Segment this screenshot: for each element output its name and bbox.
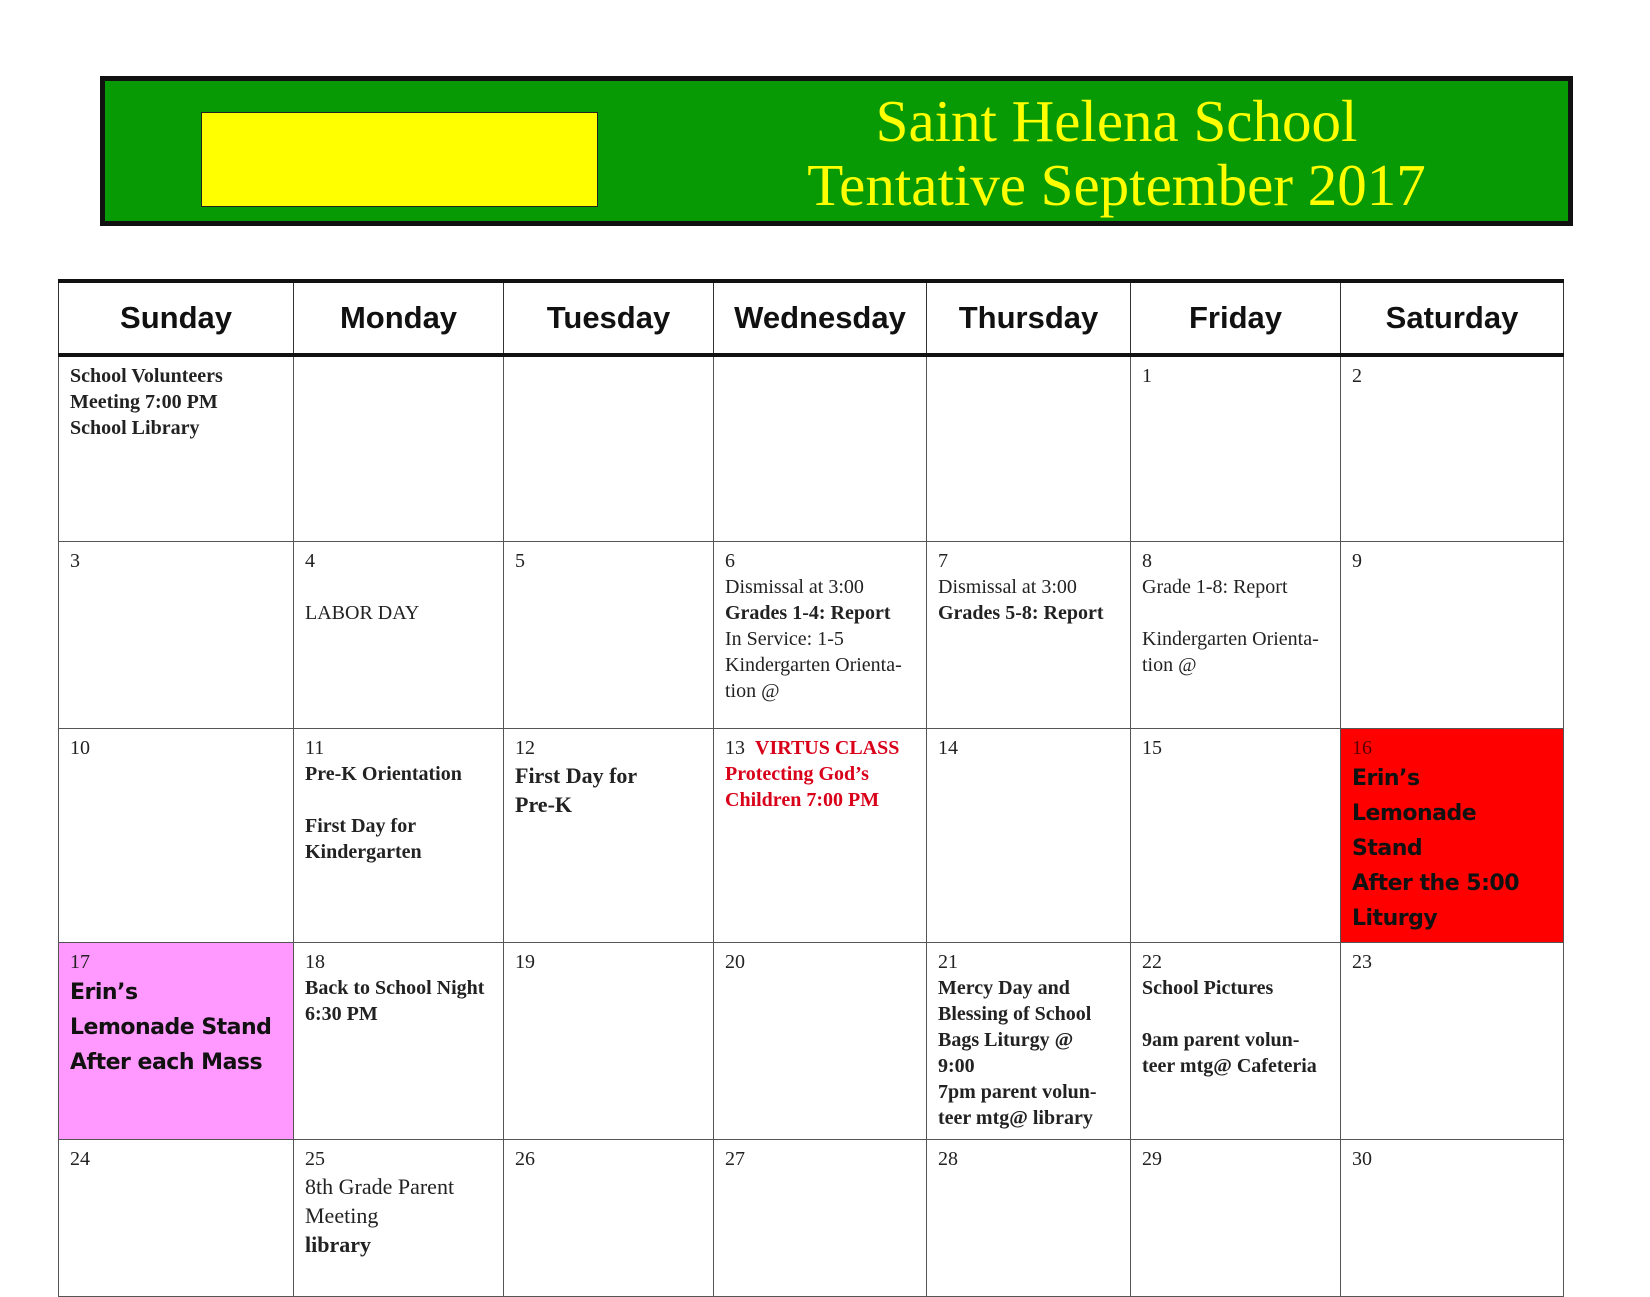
day-cell-4 [294,541,504,728]
day-number: 19 [515,950,535,973]
day-cell-10 [59,728,294,942]
page-title [705,89,1528,217]
event-line: Erin’s [70,979,138,1005]
day-cell-13 [714,728,927,942]
event-line: Liturgy [1352,905,1438,931]
day-number: 18 [305,950,325,973]
day-cell-30 [1341,1139,1564,1296]
day-number: 27 [725,1147,745,1170]
weekday-header-row [59,281,1564,355]
day-cell-3 [59,541,294,728]
weekday-tuesday: Tuesday [504,281,714,355]
day-cell-14 [927,728,1131,942]
day-cell-empty [714,355,927,541]
day-cell-empty [294,355,504,541]
event-line: 6:30 PM [305,1002,378,1025]
day-cell-17 [59,942,294,1139]
event-line: 9am parent volun- [1142,1028,1300,1051]
day-number: 12 [515,736,535,759]
day-number: 29 [1142,1147,1162,1170]
day-number: 3 [70,549,80,572]
event-line: tion @ [1142,653,1197,676]
event-line: Children 7:00 PM [725,788,880,811]
day-number: 14 [938,736,958,759]
week-row-1 [59,355,1564,541]
event-line: teer mtg@ library [938,1106,1093,1129]
event-line: Mercy Day and [938,976,1070,999]
day-number: 10 [70,736,90,759]
day-cell-26 [504,1139,714,1296]
event-line: Grades 5-8: Report [938,601,1104,624]
day-cell-7 [927,541,1131,728]
header-banner [100,76,1573,226]
day-number: 5 [515,549,525,572]
event-line: 8th Grade Parent [305,1173,455,1199]
weekday-sunday: Sunday [59,281,294,355]
weekday-monday: Monday [294,281,504,355]
day-number: 17 [70,950,90,973]
day-cell-empty [504,355,714,541]
calendar [58,279,1563,1297]
event-line: Grades 1-4: Report [725,601,891,624]
day-number: 30 [1352,1147,1372,1170]
title-school-name: Saint Helena School [875,88,1358,154]
week-row-3 [59,728,1564,942]
event-line: Erin’s [1352,765,1420,791]
day-cell-6 [714,541,927,728]
day-cell-28 [927,1139,1131,1296]
event-line: Bags Liturgy @ [938,1028,1074,1051]
day-cell-24 [59,1139,294,1296]
event-line: LABOR DAY [305,601,420,624]
event-line: Kindergarten Orienta- [725,653,902,676]
week-row-4 [59,942,1564,1139]
day-number: 23 [1352,950,1372,973]
day-cell-20 [714,942,927,1139]
event-line: 9:00 [938,1054,975,1077]
event-line: Kindergarten [305,840,422,863]
day-cell-9 [1341,541,1564,728]
day-cell-18 [294,942,504,1139]
event-line: Meeting [305,1202,379,1228]
day-number: 11 [305,736,325,759]
event-line: First Day for [515,762,638,788]
day-number: 7 [938,549,948,572]
event-line: School Pictures [1142,976,1274,999]
day-number: 4 [305,549,315,572]
day-cell-16 [1341,728,1564,942]
event-line: Lemonade Stand [70,1014,272,1040]
event-line: Back to School Night [305,976,485,999]
day-number: 26 [515,1147,535,1170]
event-line: library [305,1231,371,1257]
day-number: 24 [70,1147,90,1170]
week-row-2 [59,541,1564,728]
event-line: In Service: 1-5 [725,627,844,650]
event-line: teer mtg@ Cafeteria [1142,1054,1317,1077]
yellow-placeholder-box [201,112,598,207]
day-cell-12 [504,728,714,942]
event-line: Grade 1-8: Report [1142,575,1288,598]
day-cell-15 [1131,728,1341,942]
day-cell-empty [927,355,1131,541]
day-cell-27 [714,1139,927,1296]
calendar-grid [58,279,1564,1297]
day-cell-empty-sunday [59,355,294,541]
day-number: 9 [1352,549,1362,572]
day-cell-2 [1341,355,1564,541]
day-cell-19 [504,942,714,1139]
event-line: School Volunteers [70,365,223,387]
event-line: Kindergarten Orienta- [1142,627,1319,650]
day-number: 28 [938,1147,958,1170]
event-line: 7pm parent volun- [938,1080,1097,1103]
day-number: 16 [1352,736,1372,759]
day-cell-29 [1131,1139,1341,1296]
weekday-saturday: Saturday [1341,281,1564,355]
event-line: Meeting 7:00 PM [70,391,218,413]
day-cell-11 [294,728,504,942]
day-number: 6 [725,549,735,572]
day-number: 22 [1142,950,1162,973]
day-number: 2 [1352,365,1362,387]
event-line: Dismissal at 3:00 [938,575,1077,598]
title-month: Tentative September 2017 [807,152,1426,218]
event-line: Pre-K [515,791,573,817]
day-cell-22 [1131,942,1341,1139]
day-cell-21 [927,942,1131,1139]
day-number: 8 [1142,549,1152,572]
day-number: 15 [1142,736,1162,759]
event-line: Pre-K Orientation [305,762,462,785]
event-line: Lemonade Stand [1352,800,1477,861]
day-number: 1 [1142,365,1152,387]
day-cell-1 [1131,355,1341,541]
event-line: VIRTUS CLASS [755,736,900,759]
weekday-wednesday: Wednesday [714,281,927,355]
event-line: First Day for [305,814,417,837]
event-line: Protecting God’s [725,762,869,785]
event-line: Dismissal at 3:00 [725,575,864,598]
weekday-thursday: Thursday [927,281,1131,355]
day-cell-23 [1341,942,1564,1139]
day-cell-8 [1131,541,1341,728]
day-cell-5 [504,541,714,728]
day-number: 21 [938,950,958,973]
week-row-5 [59,1139,1564,1296]
event-line: tion @ [725,679,780,702]
event-line: After each Mass [70,1049,263,1075]
day-number: 13 [725,736,745,759]
day-cell-25 [294,1139,504,1296]
event-line: Blessing of School [938,1002,1092,1025]
event-line: After the 5:00 [1352,870,1520,896]
weekday-friday: Friday [1131,281,1341,355]
event-line: School Library [70,417,200,439]
day-number: 20 [725,950,745,973]
day-number: 25 [305,1147,325,1170]
